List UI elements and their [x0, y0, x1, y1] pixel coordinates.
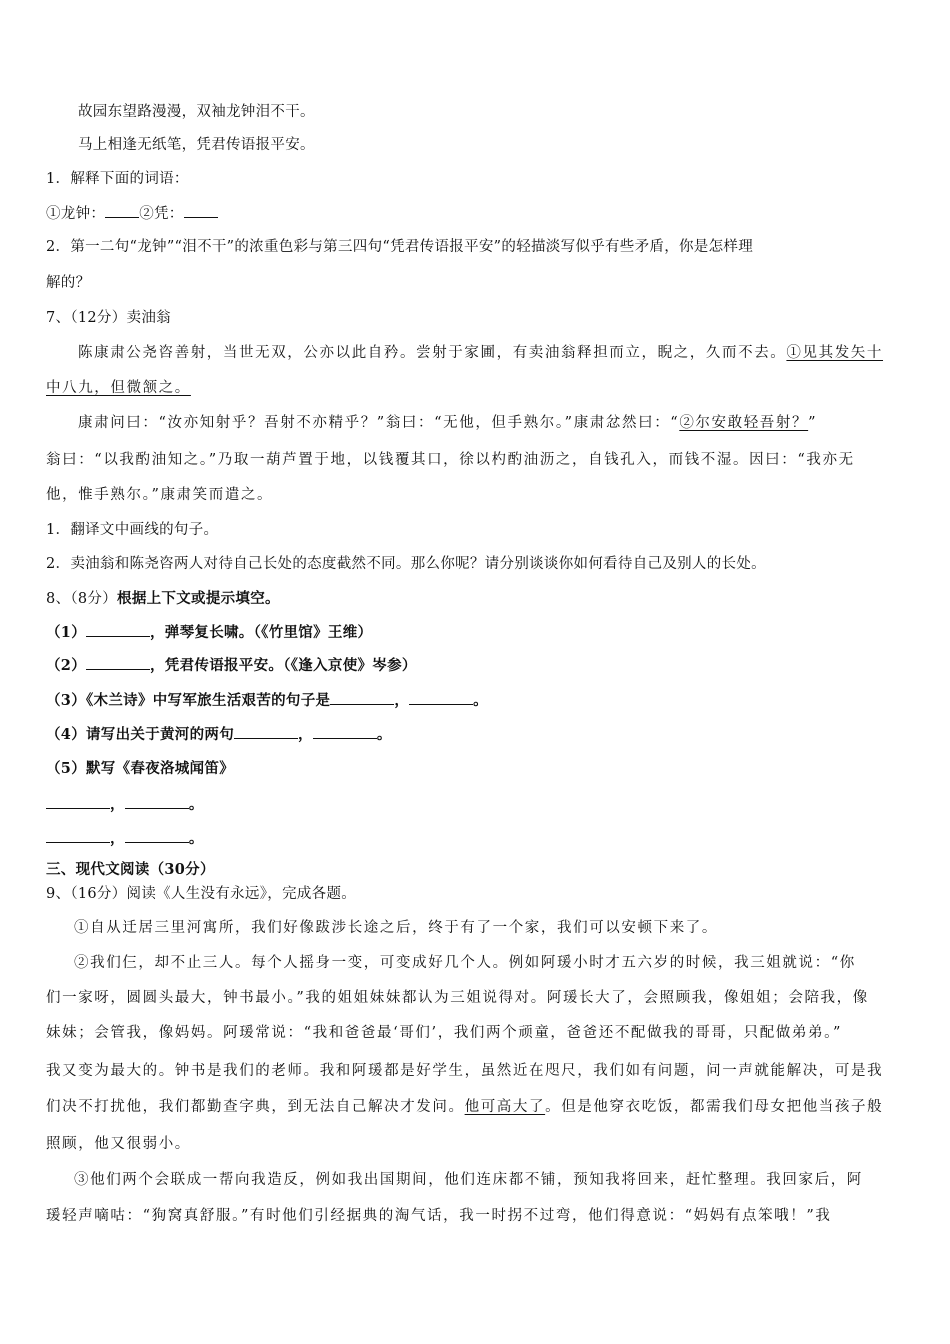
period: 。 [376, 726, 392, 743]
q8-item-5: （5）默写《春夜洛城闻笛》 [46, 760, 234, 777]
q8-item-5-blanks-1 [46, 794, 908, 815]
q8-item-2 [46, 655, 908, 676]
q7-sub2: 2．卖油翁和陈尧咨两人对待自己长处的态度截然不同。那么你呢？请分别谈谈你如何看待自己及别人的长处。 [46, 556, 766, 572]
answer-blank[interactable] [409, 690, 473, 705]
answer-blank[interactable] [234, 724, 298, 739]
q6-sub1-a-label: ①龙钟： [46, 206, 106, 222]
q7-p1-line-1 [78, 343, 908, 363]
q8-item-4 [46, 724, 908, 745]
q7-p1-line-2 [46, 378, 908, 398]
answer-blank[interactable] [46, 794, 110, 809]
q9-p3-line-1: ③他们两个会联成一帮向我造反，例如我出国期间，他们连床都不铺，预知我将回来，赶忙整理。我回家后，阿 [74, 1172, 863, 1188]
q8-heading-text: 根据上下文或提示填空。 [117, 590, 280, 607]
answer-blank[interactable] [86, 655, 150, 670]
q9-p3-line-2: 瑗轻声嘀咕：“狗窝真舒服。”有时他们引经据典的淘气话，我一时拐不过弯，他们得意说：“妈妈有点笨哦！”我 [46, 1208, 832, 1224]
q7-underlined-sentence-1: ①见其发矢十 [786, 345, 884, 361]
q9-p1: ①自从迁居三里河寓所，我们好像跋涉长途之后，终于有了一个家，我们可以安顿下来了。 [74, 920, 718, 936]
q9-p2-line-3: 妹妹；会管我，像妈妈。阿瑗常说：“我和爸爸最‘哥们’，我们两个顽童，爸爸还不配做我的哥哥，只配做弟弟。” [46, 1025, 842, 1041]
q9-p2-line-2: 们一家呀，圆圆头最大，钟书最小。”我的姐姐妹妹都认为三姐说得对。阿瑗长大了，会照顾我，像姐姐；会陪我，像 [46, 990, 869, 1006]
answer-blank[interactable] [46, 828, 110, 843]
comma: ， [298, 726, 313, 743]
answer-blank[interactable] [86, 622, 150, 637]
answer-blank[interactable] [313, 724, 377, 739]
q8-item-3 [46, 690, 908, 711]
q7-p2-close-quote: ” [808, 415, 818, 431]
q9-p2-line-5 [46, 1097, 908, 1117]
answer-blank[interactable] [125, 828, 189, 843]
q8-item-3-text: （3）《木兰诗》中写军旅生活艰苦的句子是 [46, 692, 331, 709]
q9-p2-line-1: ②我们仨，却不止三人。每个人摇身一变，可变成好几个人。例如阿瑗小时才五六岁的时候，我三姐就说：“你 [74, 955, 856, 971]
q7-p2-line-3: 他，惟手熟尔。”康肃笑而遣之。 [46, 487, 274, 503]
q9-heading: 9、（16分）阅读《人生没有永远》，完成各题。 [46, 886, 357, 902]
q7-p2-text: 康肃问曰：“汝亦知射乎？吾射不亦精乎？”翁曰：“无他，但手熟尔。”康肃忿然曰：“ [78, 415, 680, 431]
period: 。 [473, 692, 488, 709]
q8-heading-num: 8、（8分） [46, 591, 118, 607]
q7-p2-line-2: 翁曰：“以我酌油知之。”乃取一葫芦置于地，以钱覆其口，徐以杓酌油沥之，自钱孔入，而钱不湿。因曰：“我亦无 [46, 452, 855, 468]
q7-underlined-sentence-2: ②尔安敢轻吾射？ [679, 415, 809, 431]
q7-p1-text: 陈康肃公尧咨善射，当世无双，公亦以此自矜。尝射于家圃，有卖油翁释担而立，睨之，久而不去。 [78, 345, 787, 361]
poem-line-2: 马上相逢无纸笔，凭君传语报平安。 [78, 137, 315, 153]
q8-item-1-text: ，弹琴复长啸。（《竹里馆》王维） [150, 624, 373, 641]
period: 。 [188, 830, 204, 847]
q8-heading [46, 589, 908, 609]
q9-p2-text: 们决不打扰他，我们都勤查字典，到无法自己解决才发问。 [46, 1099, 465, 1115]
q6-sub1-blanks [46, 203, 908, 224]
q7-heading: 7、（12分）卖油翁 [46, 310, 171, 326]
comma: ， [394, 692, 410, 709]
q8-item-4-text: （4）请写出关于黄河的两句 [46, 726, 234, 743]
q8-item-2-text: ，凭君传语报平安。（《逢入京使》岑参） [150, 657, 417, 674]
q8-item-5-blanks-2 [46, 828, 908, 849]
section-3-heading: 三、现代文阅读（30分） [46, 861, 215, 878]
q8-item-2-no: （2） [46, 657, 86, 674]
comma: ， [110, 830, 125, 847]
poem-line-1: 故园东望路漫漫，双袖龙钟泪不干。 [78, 104, 315, 120]
q6-sub2-line-1: 2．第一二句“龙钟”“泪不干”的浓重色彩与第三四句“凭君传语报平安”的轻描淡写似乎有些矛盾，你是怎样理 [46, 239, 753, 255]
answer-blank[interactable] [330, 690, 394, 705]
q6-sub1-b-label: ②凭： [139, 206, 184, 222]
comma: ， [110, 796, 125, 813]
answer-blank[interactable] [125, 794, 189, 809]
q7-sub1: 1．翻译文中画线的句子。 [46, 522, 219, 538]
q7-p2-line-1 [78, 413, 908, 433]
q6-sub2-line-2: 解的？ [46, 275, 91, 291]
q9-underlined-phrase: 他可高大了 [464, 1099, 546, 1115]
answer-blank[interactable] [105, 203, 139, 218]
period: 。 [188, 796, 204, 813]
q9-p2-text-cont: 。但是他穿衣吃饭，都需我们母女把他当孩子般 [545, 1099, 884, 1115]
q9-p2-line-6: 照顾，他又很弱小。 [46, 1136, 191, 1152]
answer-blank[interactable] [184, 203, 218, 218]
q8-item-1 [46, 622, 908, 643]
q7-underlined-sentence-1-cont: 中八九，但微颔之。 [46, 380, 191, 396]
q9-p2-line-4: 我又变为最大的。钟书是我们的老师。我和阿瑗都是好学生，虽然近在咫尺，我们如有问题，问一声就能解决，可是我 [46, 1063, 884, 1079]
q8-item-1-no: （1） [46, 624, 86, 641]
q6-sub1: 1．解释下面的词语： [46, 171, 189, 187]
